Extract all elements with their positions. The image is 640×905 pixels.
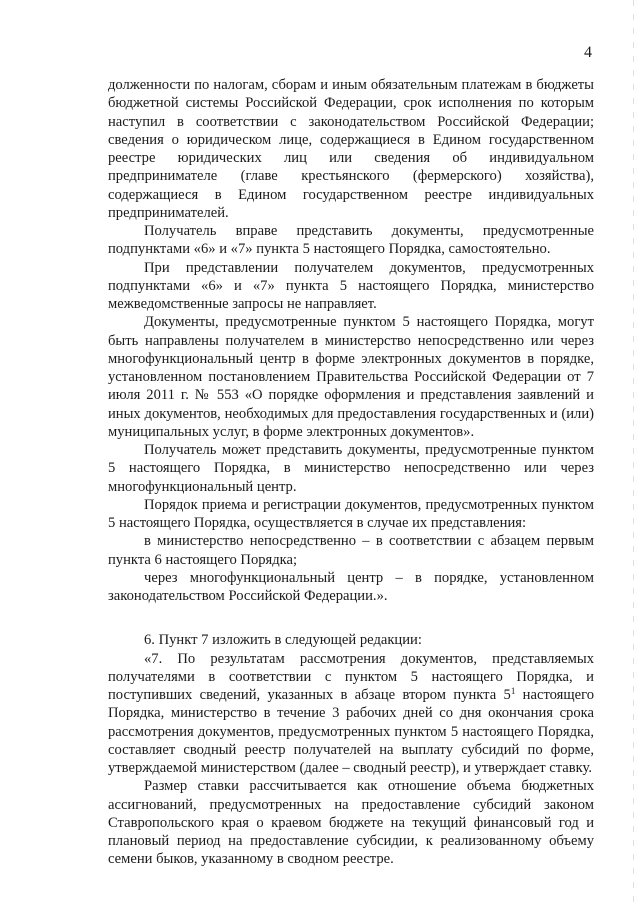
point-7-text-after: настоящего Порядка, министерство в течение 3 рабочих дней со дня окончания срока рассмотрения документов, предусмотренных пунктом 5 настоящего Порядка, составляет сводный реестр получателей на выплату субсидий по форме, утверждаемой министерством (далее – сводный реестр), и утверждает ставку.	[108, 687, 594, 776]
paragraph-rate-calculation: Размер ставки рассчитывается как отношение объема бюджетных ассигнований, предусмотренных на предоставление субсидий законом Ставропольского края о краевом бюджете на текущий финансовый год и плановый период на предоставление субсидии, к реализованному объему семени быков, указанному в сводном реестре.	[108, 778, 594, 868]
paragraph-submission-channels: Получатель может представить документы, предусмотренные пунктом 5 настоящего Порядка, в министерство непосредственно или через многофункциональный центр.	[108, 442, 594, 495]
paragraph-continuation: долженности по налогам, сборам и иным обязательным платежам в бюджеты бюджетной системы Российской Федерации, срок исполнения по которым наступил в соответствии с законодательством Российской Федерации; сведения о юридическом лице, содержащиеся в Едином государственном реестре юридических лиц или сведения об индивидуальном предпринимателе (главе крестьянского (фермерского) хозяйства), содержащиеся в Едином государственном реестре индивидуальных предпринимателей.	[108, 77, 594, 221]
document-body	[108, 76, 594, 869]
superscript-marker: 1	[510, 686, 516, 696]
paragraph-no-interagency-requests: При представлении получателем документов, предусмотренных подпунктами «6» и «7» пункта 5 настоящего Порядка, министерство межведомственные запросы не направляет.	[108, 259, 594, 312]
paragraph-amendment-heading: 6. Пункт 7 изложить в следующей редакции:	[144, 632, 422, 649]
paragraph-ministry-direct: в министерство непосредственно – в соответствии с абзацем первым пункта 6 настоящего Порядка;	[108, 533, 594, 568]
paragraph-acceptance-procedure: Порядок приема и регистрации документов, предусмотренных пунктом 5 настоящего Порядка, осуществляется в случае их представления:	[108, 496, 594, 531]
paragraph-electronic-submission: Документы, предусмотренные пунктом 5 настоящего Порядка, могут быть направлены получателем в министерство непосредственно или через многофункциональный центр в форме электронных документов в порядке, установленном постановлением Правительства Российской Федерации от 7 июля 2011 г. № 553 «О порядке оформления и представления заявлений и иных документов, необходимых для предоставления государственных и (или) муниципальных услуг, в форме электронных документов».	[108, 314, 594, 440]
paragraph-point-7	[108, 650, 594, 778]
paragraph-mfc: через многофункциональный центр – в порядке, установленном законодательством Российской Федерации.».	[108, 569, 594, 604]
scan-edge-mark	[633, 0, 634, 905]
page-number: 4	[584, 44, 592, 61]
paragraph-right-to-submit: Получатель вправе представить документы, предусмотренные подпунктами «6» и «7» пункта 5 настоящего Порядка, самостоятельно.	[108, 223, 594, 258]
point-7-text-before: «7. По результатам рассмотрения документов, представляемых получателями в соответствии с пунктом 5 настоящего Порядка, и поступивших сведений, указанных в абзаце втором пункта 5	[108, 650, 594, 703]
